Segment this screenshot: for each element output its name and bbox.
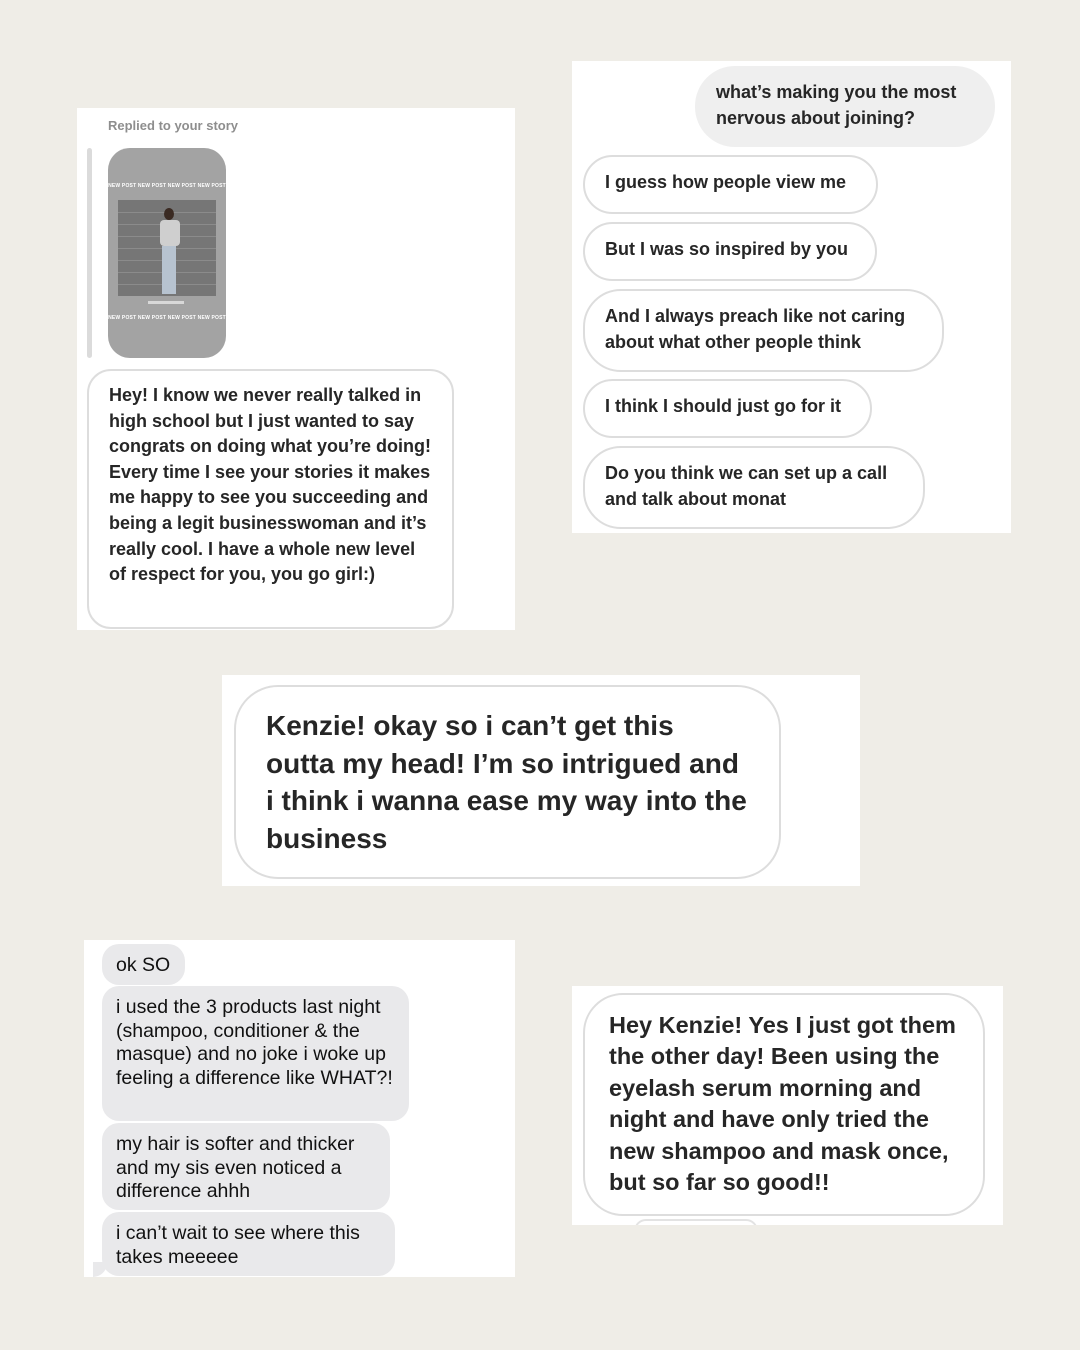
reply-quote-bar — [87, 148, 92, 358]
imessage-card — [84, 940, 515, 1277]
imessage-bubble: i used the 3 products last night (shampoo, conditioner & the masque) and no joke i woke up feeling a difference like WHAT?! — [102, 986, 409, 1121]
story-band-bottom: NEW POST NEW POST NEW POST NEW POST — [108, 315, 226, 321]
message-bubble: Hey! I know we never really talked in high school but I just wanted to say congrats on doing what you’re doing! Every time I see your stories it makes me happy to see you succeeding and being a legit businesswoman and it’s really cool. I have a whole new level of respect for you, you go girl:) — [87, 369, 454, 629]
received-message-bubble: I think I should just go for it — [583, 379, 872, 438]
dm-conversation-card — [572, 61, 1011, 533]
reply-card — [572, 986, 1003, 1225]
received-message-bubble: I guess how people view me — [583, 155, 878, 214]
story-photo — [118, 200, 216, 296]
message-bubble: Hey Kenzie! Yes I just got them the other day! Been using the eyelash serum morning and night and have only tried the new shampoo and mask once, but so far so good!! — [583, 993, 985, 1216]
story-band-top: NEW POST NEW POST NEW POST NEW POST — [108, 183, 226, 189]
story-handle — [148, 301, 184, 304]
received-message-bubble: Do you think we can set up a call and talk about monat — [583, 446, 925, 529]
story-reply-card — [77, 108, 515, 630]
imessage-bubble: i can’t wait to see where this takes meeeee — [102, 1212, 395, 1276]
received-message-bubble: But I was so inspired by you — [583, 222, 877, 281]
message-bubble: Kenzie! okay so i can’t get this outta my head! I’m so intrigued and i think i wanna ease my way into the business — [234, 685, 781, 879]
message-card — [222, 675, 860, 886]
person-figure — [158, 208, 180, 294]
replied-to-story-label: Replied to your story — [108, 118, 239, 133]
story-thumbnail[interactable] — [108, 148, 226, 358]
imessage-bubble: ok SO — [102, 944, 185, 985]
sent-message-bubble: what’s making you the most nervous about joining? — [695, 66, 995, 147]
bubble-tail — [93, 1262, 107, 1277]
received-message-bubble: And I always preach like not caring about what other people think — [583, 289, 944, 372]
imessage-bubble: my hair is softer and thicker and my sis even noticed a difference ahhh — [102, 1123, 390, 1210]
next-bubble-edge — [634, 1219, 758, 1225]
